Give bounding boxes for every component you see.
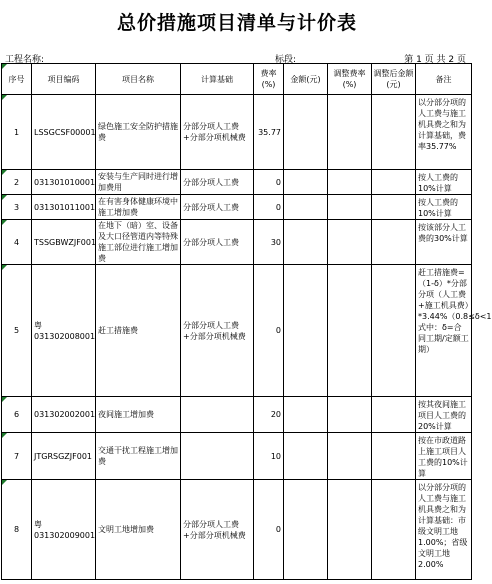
cell-seq: 1 [2, 95, 32, 170]
cell-name: 在有害身体健康环境中施工增加费 [96, 195, 181, 220]
cell-amount [284, 95, 328, 170]
cell-amount [284, 480, 328, 580]
cell-code: 粤031302009001 [32, 480, 96, 580]
cell-adjusted-amount [372, 397, 416, 433]
cell-remark: 按人工费的10%计算 [416, 170, 472, 195]
table-row [2, 170, 472, 195]
cell-adjusted-amount [372, 170, 416, 195]
header-basis: 计算基础 [181, 64, 254, 95]
measures-table [1, 63, 492, 580]
cell-rate: 0 [254, 480, 284, 580]
header-seq: 序号 [2, 64, 32, 95]
section-label: 标段: [275, 55, 297, 65]
cell-adjusted-rate [328, 195, 372, 220]
cell-amount [284, 265, 328, 397]
cell-amount [284, 195, 328, 220]
cell-adjusted-amount [372, 265, 416, 397]
cell-marker-icon [2, 480, 7, 485]
header-amount: 金额(元) [284, 64, 328, 95]
cell-rate: 20 [254, 397, 284, 433]
cell-marker-icon [2, 433, 7, 438]
cell-remark: 按人工费的10%计算 [416, 195, 472, 220]
cell-amount [284, 433, 328, 480]
cell-adjusted-rate [328, 433, 372, 480]
cell-remark: 赶工措施费=（1-δ）*分部分项（人工费+施工机具费）*3.44%（0.8≤δ<1 式中：δ=合同工期/定额工期） [416, 265, 472, 397]
cell-seq: 3 [2, 195, 32, 220]
cell-adjusted-amount [372, 95, 416, 170]
cell-marker-icon [2, 95, 7, 100]
cell-adjusted-rate [328, 95, 372, 170]
cell-marker-icon [2, 220, 7, 225]
cell-marker-icon [2, 397, 7, 402]
cell-seq: 6 [2, 397, 32, 433]
cell-rate: 35.77 [254, 95, 284, 170]
cell-basis: 分部分项人工费+分部分项机械费 [181, 265, 254, 397]
cell-adjusted-rate [328, 397, 372, 433]
cell-code: TSSGBWZJF001 [32, 220, 96, 265]
cell-amount [284, 170, 328, 195]
cell-amount [284, 220, 328, 265]
table-row [2, 480, 472, 580]
cell-name: 文明工地增加费 [96, 480, 181, 580]
cell-seq: 4 [2, 220, 32, 265]
cell-rate: 10 [254, 433, 284, 480]
cell-name: 安装与生产同时进行增加费用 [96, 170, 181, 195]
cell-adjusted-rate [328, 220, 372, 265]
cell-code: JTGRSGZJF001 [32, 433, 96, 480]
cell-name: 夜间施工增加费 [96, 397, 181, 433]
cell-marker-icon [2, 265, 7, 270]
cell-basis: 分部分项人工费+分部分项机械费 [181, 95, 254, 170]
cell-name: 在地下（暗）室、设备及大口径管道内等特殊施工部位进行施工增加费 [96, 220, 181, 265]
cell-name: 交通干扰工程施工增加费 [96, 433, 181, 480]
table-row [2, 397, 472, 433]
cell-name: 绿色施工安全防护措施费 [96, 95, 181, 170]
cell-seq: 8 [2, 480, 32, 580]
document-title: 总价措施项目清单与计价表 [116, 12, 357, 34]
table-row [2, 220, 472, 265]
table-row [2, 265, 472, 397]
cell-code: 粤031302008001 [32, 265, 96, 397]
cell-rate: 0 [254, 170, 284, 195]
cell-amount [284, 397, 328, 433]
table-row [2, 95, 472, 170]
cell-remark: 按该部分人工费的30%计算 [416, 220, 472, 265]
cell-adjusted-amount [372, 480, 416, 580]
cell-marker-icon [2, 195, 7, 200]
cell-adjusted-rate [328, 265, 372, 397]
cell-remark: 以分部分项的人工费与施工机具费之和为计算基础，费率35.77% [416, 95, 472, 170]
cell-adjusted-rate [328, 170, 372, 195]
cell-basis: 分部分项人工费 [181, 170, 254, 195]
table-header [2, 64, 472, 95]
cell-seq: 5 [2, 265, 32, 397]
cell-basis: 分部分项人工费 [181, 195, 254, 220]
cell-adjusted-amount [372, 220, 416, 265]
project-name-label: 工程名称: [5, 55, 45, 65]
cell-remark: 按在市政道路上施工项目人工费的10%计算 [416, 433, 472, 480]
cell-adjusted-rate [328, 480, 372, 580]
table-row [2, 195, 472, 220]
cell-remark: 以分部分项的人工费与施工机具费之和为计算基础：市级文明工地1.00%；省级文明工地2.00% [416, 480, 472, 580]
header-name: 项目名称 [96, 64, 181, 95]
header-remark: 备注 [416, 64, 472, 95]
cell-adjusted-amount [372, 433, 416, 480]
header-adjusted-rate: 调整费率(%) [328, 64, 372, 95]
header-code: 项目编码 [32, 64, 96, 95]
cell-seq: 2 [2, 170, 32, 195]
cell-basis: 分部分项人工费+分部分项机械费 [181, 480, 254, 580]
page-info: 第 1 页 共 2 页 [404, 55, 466, 65]
cell-rate: 0 [254, 265, 284, 397]
cell-basis: 分部分项人工费 [181, 220, 254, 265]
cell-adjusted-amount [372, 195, 416, 220]
cell-basis [181, 433, 254, 480]
cell-marker-icon [2, 170, 7, 175]
cell-code: LSSGCSF00001 [32, 95, 96, 170]
cell-basis [181, 397, 254, 433]
table-row [2, 433, 472, 480]
cell-rate: 30 [254, 220, 284, 265]
cell-seq: 7 [2, 433, 32, 480]
cell-code: 031301010001 [32, 170, 96, 195]
header-adjusted-amount: 调整后金额(元) [372, 64, 416, 95]
cell-code: 031301011001 [32, 195, 96, 220]
cell-code: 031302002001 [32, 397, 96, 433]
cell-remark: 按其夜间施工项目人工费的20%计算 [416, 397, 472, 433]
cell-name: 赶工措施费 [96, 265, 181, 397]
cell-marker-icon [2, 64, 7, 69]
cell-rate: 0 [254, 195, 284, 220]
header-rate: 费率(%) [254, 64, 284, 95]
